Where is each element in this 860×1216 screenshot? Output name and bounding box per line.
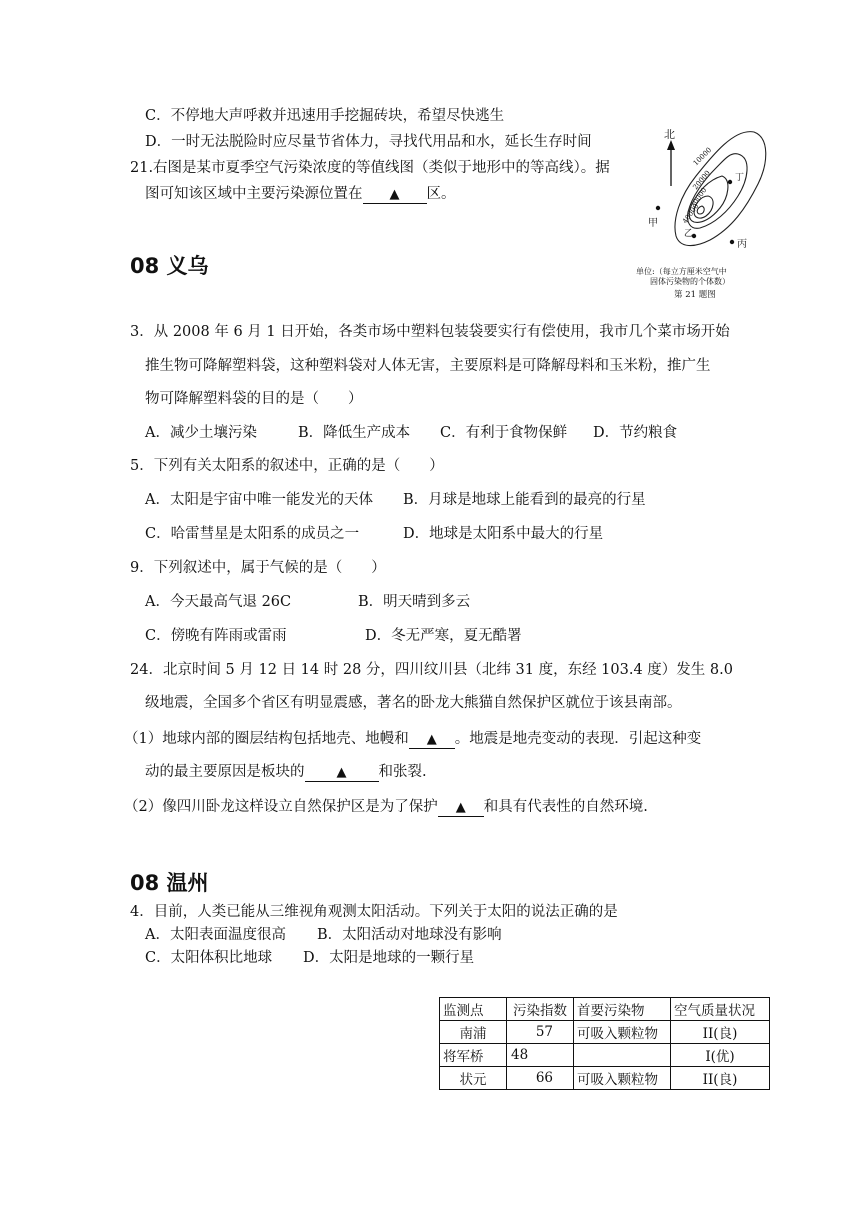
question-4-options-ab (145, 925, 502, 945)
table-row (440, 1044, 770, 1067)
cell-pollution-index: 48 (507, 1044, 574, 1067)
q5-option-d: D．地球是太阳系中最大的行星 (403, 526, 604, 542)
option-c-line: C．不停地大声呼救并迅速用手挖掘砖块，希望尽快逃生 (145, 108, 505, 124)
header-monitoring-point: 监测点 (440, 998, 507, 1021)
q24-p1-text-after: 。地震是地壳变动的表现．引起这种变 (454, 731, 702, 747)
cell-air-quality: I(优) (671, 1044, 770, 1067)
question-5-options-cd (145, 524, 603, 544)
cell-monitoring-point: 南浦 (440, 1021, 507, 1044)
point-jia-label: 甲 (648, 218, 658, 229)
answer-blank: ▲ (438, 800, 484, 817)
question-24-part-2 (124, 797, 648, 817)
header-air-quality: 空气质量状况 (671, 998, 770, 1021)
answer-blank: ▲ (363, 187, 427, 204)
q5-option-c: C．哈雷彗星是太阳系的成员之一 (145, 526, 360, 542)
point-bing-label: 丙 (737, 239, 747, 250)
question-5-stem: 5．下列有关太阳系的叙述中，正确的是（ ） (130, 458, 444, 474)
question-9-options-cd (145, 626, 522, 646)
cell-primary-pollutant: 可吸入颗粒物 (574, 1067, 671, 1090)
question-3-line-2: 推生物可降解塑料袋，这种塑料袋对人体无害，主要原料是可降解母料和玉米粉，推广生 (145, 358, 711, 374)
question-24-line-2: 级地震，全国多个省区有明显震感，著名的卧龙大熊猫自然保护区就位于该县南部。 (145, 695, 682, 711)
question-21-line-1: 21.右图是某市夏季空气污染浓度的等值线图（类似于地形中的等高线）。据 (130, 160, 610, 176)
north-label: 北 (664, 128, 675, 141)
q21-text-before: 图可知该区域中主要污染源位置在 (145, 186, 363, 202)
point-yi-label: 乙 (684, 229, 694, 239)
answer-blank: ▲ (409, 732, 455, 749)
question-3-options (145, 423, 677, 443)
contour-label-20000: 20000 (691, 169, 712, 192)
point-ding-label: 丁 (735, 173, 745, 183)
pollution-contour-map (634, 124, 772, 302)
table-row (440, 1021, 770, 1044)
q24-p2-text-before: （2）像四川卧龙这样设立自然保护区是为了保护 (124, 799, 438, 815)
point-bing (730, 240, 734, 244)
question-9-stem: 9．下列叙述中，属于气候的是（ ） (130, 560, 386, 576)
cell-monitoring-point: 将军桥 (440, 1044, 507, 1067)
header-primary-pollutant: 首要污染物 (574, 998, 671, 1021)
q3-option-b: B．降低生产成本 (298, 425, 411, 441)
q24-p2-text-after: 和具有代表性的自然环境. (483, 799, 648, 815)
contour-label-40000: 40000 (681, 202, 701, 226)
question-3-line-3: 物可降解塑料袋的目的是（ ） (145, 391, 363, 407)
q5-option-b: B．月球是地球上能看到的最亮的行星 (403, 492, 646, 508)
map-unit-line-2: 固体污染物的个体数） (650, 277, 730, 286)
question-4-stem: 4．目前，人类已能从三维视角观测太阳活动。下列关于太阳的说法正确的是 (130, 904, 618, 920)
header-pollution-index: 污染指数 (507, 998, 574, 1021)
cell-air-quality: II(良) (671, 1021, 770, 1044)
answer-blank: ▲ (305, 765, 379, 782)
question-5-options-ab (145, 490, 646, 510)
cell-air-quality: II(良) (671, 1067, 770, 1090)
q4-option-c: C．太阳体积比地球 (145, 950, 273, 966)
q4-option-d: D．太阳是地球的一颗行星 (303, 950, 475, 966)
question-9-options-ab (145, 592, 470, 612)
map-caption: 第 21 题图 (674, 290, 716, 300)
contour-label-30000: 30000 (689, 186, 709, 210)
point-ding (728, 180, 732, 184)
table-header-row (440, 998, 770, 1021)
option-d-line: D．一时无法脱险时应尽量节省体力，寻找代用品和水，延长生存时间 (145, 134, 592, 150)
q24-p1-text-before: （1）地球内部的圈层结构包括地壳、地幔和 (124, 731, 409, 747)
contour-label-10000: 10000 (691, 146, 714, 168)
q24-p1b-text-before: 动的最主要原因是板块的 (145, 764, 305, 780)
question-21-line-2 (145, 184, 456, 204)
question-24-part-1 (124, 729, 701, 749)
point-jia (656, 206, 660, 210)
question-24-part-1-cont (145, 762, 427, 782)
q3-option-d: D．节约粮食 (593, 425, 678, 441)
section-heading-wenzhou: 08 温州 (130, 871, 209, 895)
q9-option-d: D．冬无严寒，夏无酷署 (365, 628, 522, 644)
cell-pollution-index: 57 (507, 1021, 574, 1044)
q4-option-b: B．太阳活动对地球没有影响 (317, 927, 502, 943)
q9-option-c: C．傍晚有阵雨或雷雨 (145, 628, 287, 644)
q3-option-a: A．减少土壤污染 (145, 425, 257, 441)
table-row (440, 1067, 770, 1090)
cell-pollution-index: 66 (507, 1067, 574, 1090)
q9-option-b: B．明天晴到多云 (358, 594, 471, 610)
q24-p1b-text-after: 和张裂. (378, 764, 427, 780)
cell-monitoring-point: 状元 (440, 1067, 507, 1090)
cell-primary-pollutant (574, 1044, 671, 1067)
q3-option-c: C．有利于食物保鲜 (440, 425, 568, 441)
section-heading-yiwu: 08 义乌 (130, 254, 209, 278)
cell-primary-pollutant: 可吸入颗粒物 (574, 1021, 671, 1044)
question-24-line-1: 24．北京时间 5 月 12 日 14 时 28 分，四川纹川县（北纬 31 度，东经 103.4 度）发生 8.0 (130, 662, 733, 678)
q21-text-after: 区。 (426, 186, 456, 202)
air-quality-table (439, 997, 770, 1090)
question-4-options-cd (145, 948, 474, 968)
q9-option-a: A．今天最高气退 26C (145, 594, 292, 610)
q4-option-a: A．太阳表面温度很高 (145, 927, 286, 943)
q5-option-a: A．太阳是宇宙中唯一能发光的天体 (145, 492, 373, 508)
question-3-line-1: 3．从 2008 年 6 月 1 日开始，各类市场中塑料包装袋要实行有偿使用，我市几个菜市场开始 (130, 324, 730, 340)
map-unit-line-1: 单位:（每立方厘米空气中 (636, 267, 727, 276)
